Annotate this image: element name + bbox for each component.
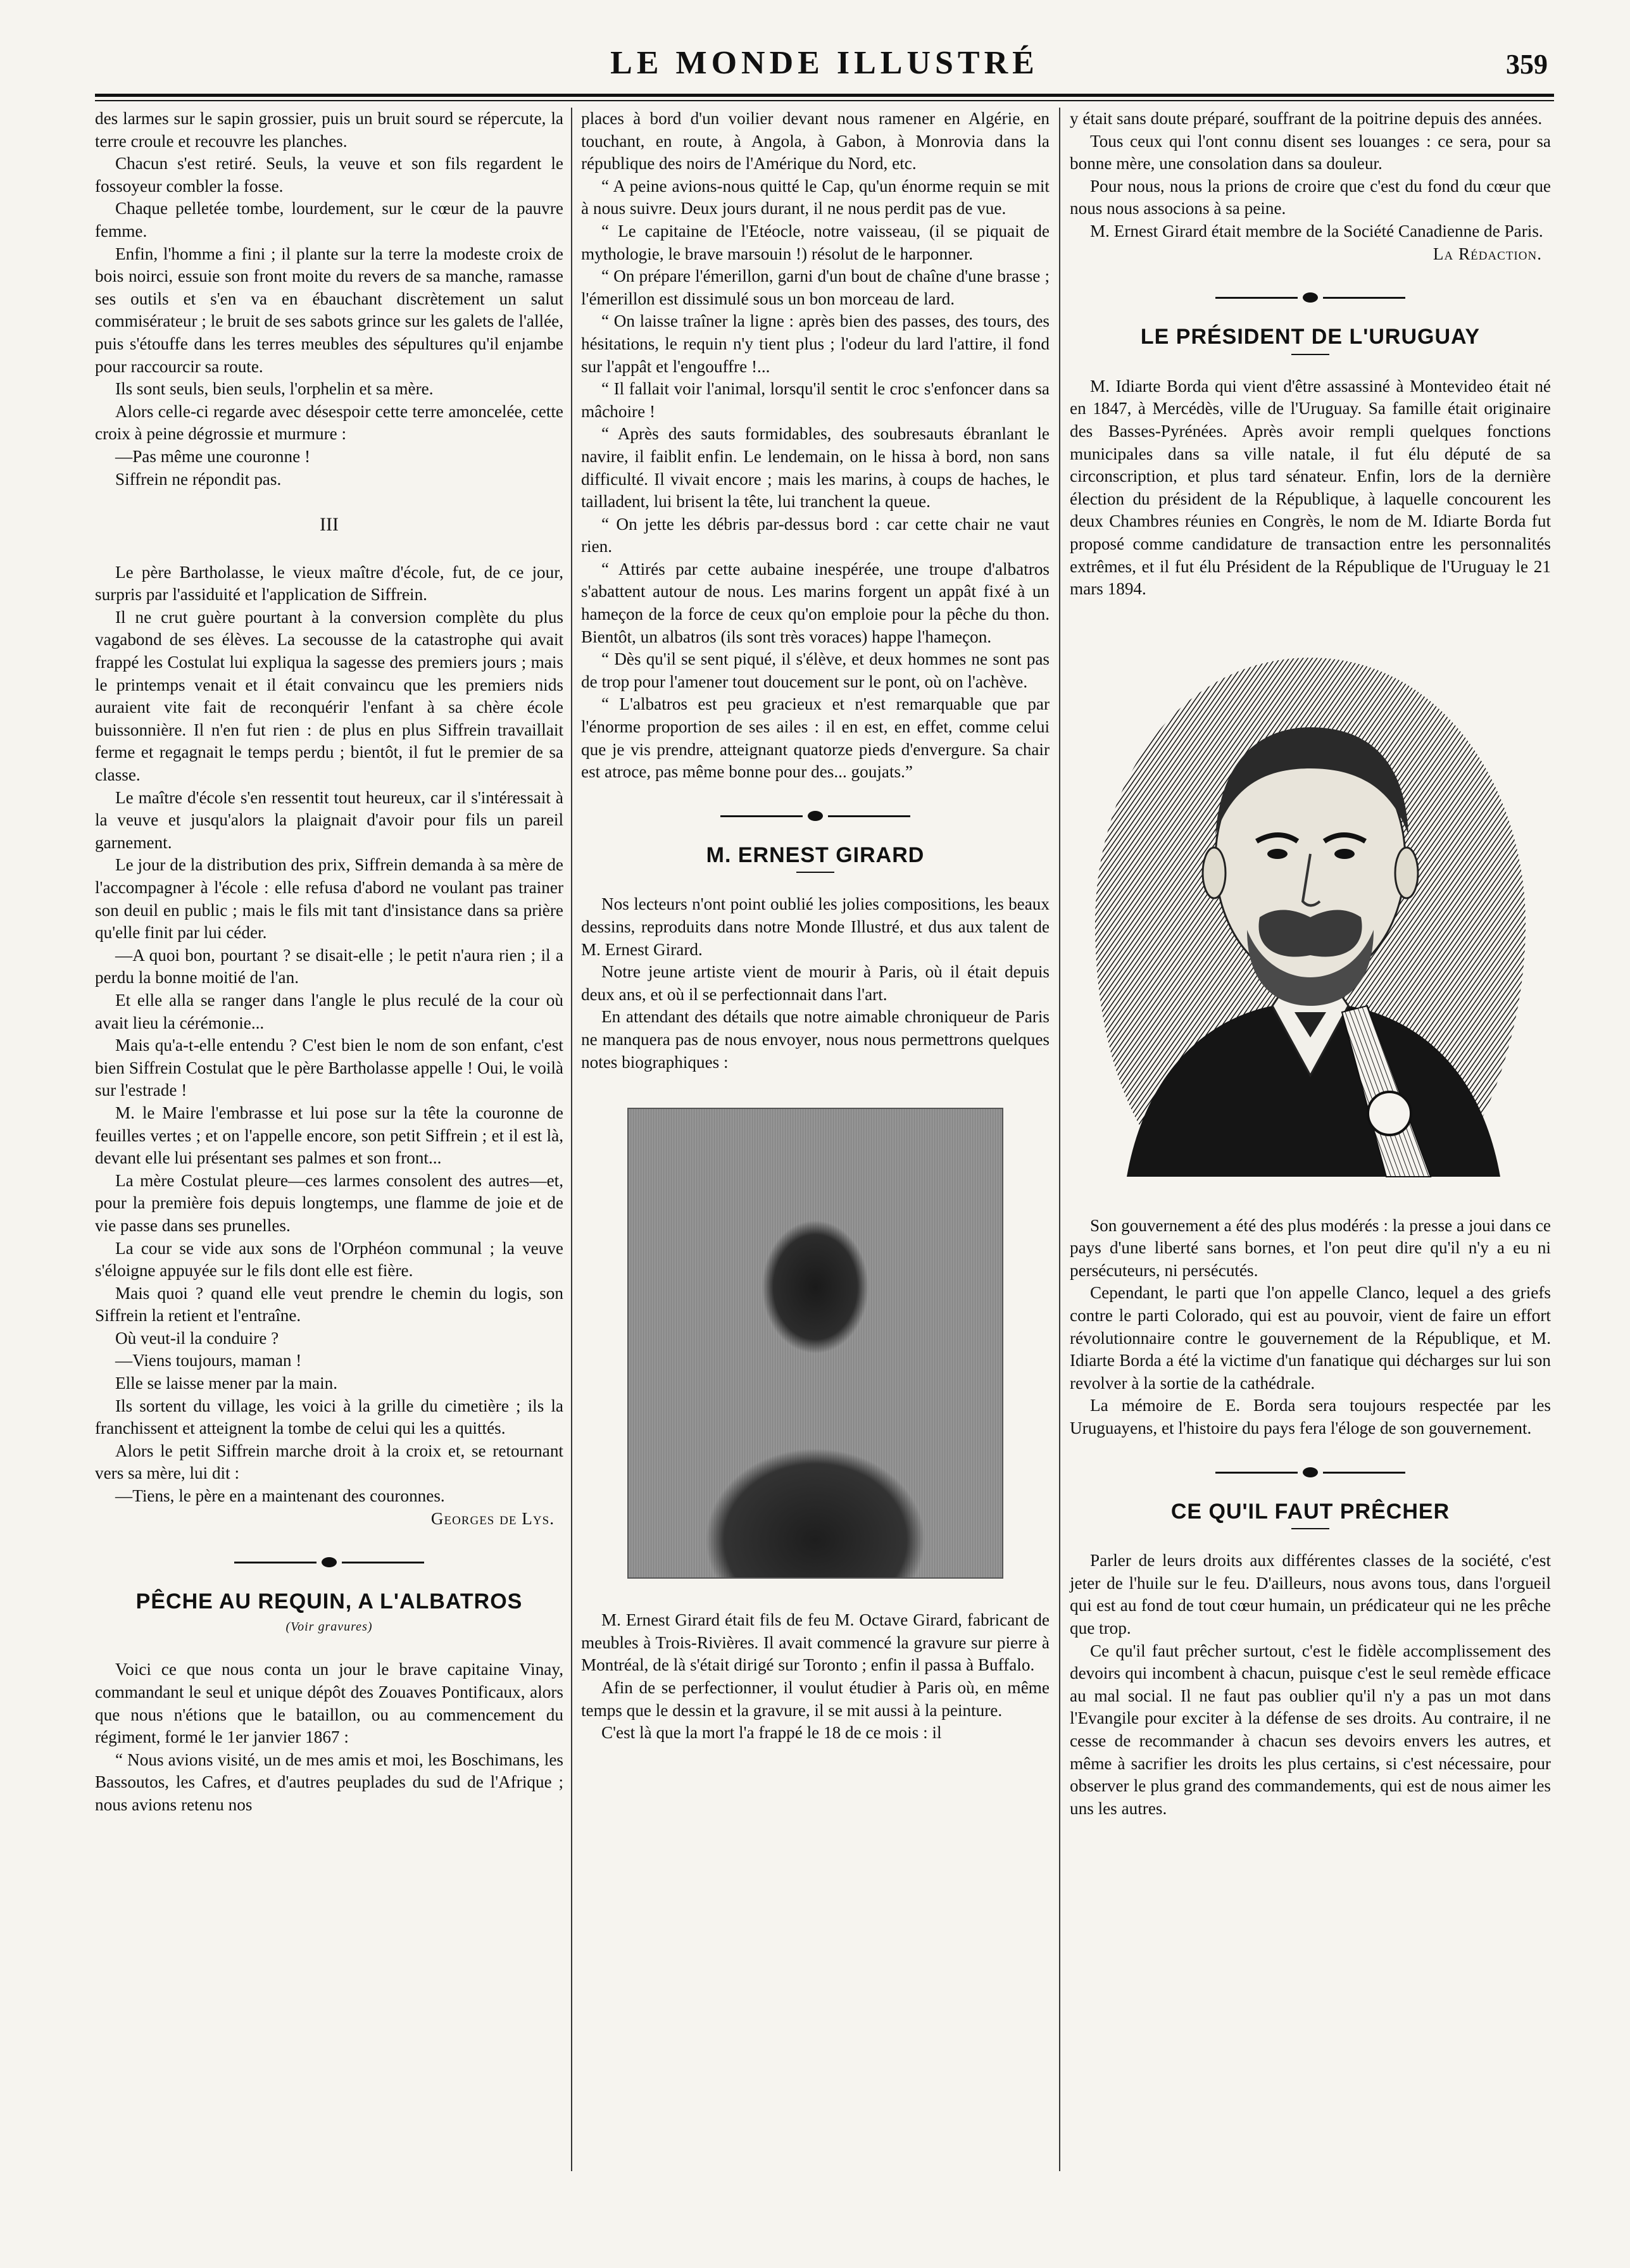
paragraph: “ Il fallait voir l'animal, lorsqu'il sentit le croc s'enfoncer dans sa mâchoire ! xyxy=(581,379,1050,421)
paragraph: C'est là que la mort l'a frappé le 18 de ce mois : il xyxy=(601,1723,942,1743)
newspaper-title: LE MONDE ILLUSTRÉ xyxy=(610,45,1039,81)
paragraph: M. Ernest Girard était fils de feu M. Octave Girard, fabricant de meubles à Trois-Rivières. Il avait commencé la gravure sur pierre à Montréal, de là s'était dirigé sur Toronto ; enfin il passa à Buffalo. xyxy=(581,1610,1050,1675)
paragraph: Elle se laisse mener par la main. xyxy=(115,1374,338,1393)
masthead-rule-thin xyxy=(95,100,1554,101)
masthead-rule xyxy=(95,94,1554,97)
paragraph: Pour nous, nous la prions de croire que c'est du fond du cœur que nous nous associons à sa peine. xyxy=(1070,176,1551,218)
paragraph: Le jour de la distribution des prix, Siffrein demanda à sa mère de l'accompagner à l'école : elle refusa d'abord ne voulant pas trainer son deuil en public ; mais le fils mit tant d'insistance dans sa prière qu'elle finit par lui céder. xyxy=(95,855,563,943)
article-subheading: (Voir gravures) xyxy=(285,1619,373,1634)
paragraph: M. Ernest Girard était membre de la Société Canadienne de Paris. xyxy=(1090,221,1543,241)
paragraph: La cour se vide aux sons de l'Orphéon communal ; la veuve s'éloigne appuyée sur le fils dont elle est fière. xyxy=(95,1238,563,1281)
article-heading: M. ERNEST GIRARD xyxy=(706,843,925,867)
paragraph: Son gouvernement a été des plus modérés : la presse a joui dans ce pays d'une liberté sans bornes, et l'on peut dire qu'il n'y a eu ni persécuteurs, ni persécutés. xyxy=(1070,1215,1551,1280)
paragraph: Le père Bartholasse, le vieux maître d'école, fut, de ce jour, surpris par l'assiduité et l'application de Siffrein. xyxy=(95,562,563,605)
paragraph: “ L'albatros est peu gracieux et n'est remarquable que par l'énorme proportion de ses ailes : il en est, en effet, comme celui que je vis prendre, atteignant quatorze pieds d'envergure. Sa chair est atroce, pas même bonne pour des... goujats.” xyxy=(581,694,1050,782)
paragraph: Notre jeune artiste vient de mourir à Paris, où il était depuis deux ans, et où il se perfectionnait dans l'art. xyxy=(581,962,1050,1004)
paragraph: Voici ce que nous conta un jour le brave capitaine Vinay, commandant le seul et unique dépôt des Zouaves Pontificaux, alors que nous n'étions que le bataillon, ou au commencement du régiment, formé le 1er janvier 1867 : xyxy=(95,1660,563,1747)
paragraph: Tous ceux qui l'ont connu disent ses louanges : ce sera, pour sa bonne mère, une consolation dans sa douleur. xyxy=(1070,131,1551,173)
paragraph: “ Nous avions visité, un de mes amis et moi, les Boschimans, les Bassoutos, les Cafres, et d'autres peuplades du sud de l'Afrique ; nous avions retenu nos xyxy=(95,1750,563,1814)
article-heading: CE QU'IL FAUT PRÊCHER xyxy=(1170,1499,1450,1524)
author-signature: La Rédaction. xyxy=(1433,244,1542,263)
page-number: 359 xyxy=(1506,49,1548,80)
portrait-engraving xyxy=(1089,632,1532,1189)
paragraph: “ Dès qu'il se sent piqué, il s'élève, et deux hommes ne sont pas de trop pour l'amener tout doucement sur le pont, où on l'achève. xyxy=(581,649,1050,691)
paragraph: “ A peine avions-nous quitté le Cap, qu'un énorme requin se mit à nous suivre. Deux jours durant, il ne nous perdit pas de vue. xyxy=(581,176,1050,218)
paragraph: —A quoi bon, pourtant ? se disait-elle ; le petit n'aura rien ; il a perdu la bonne moitié de l'an. xyxy=(95,945,563,987)
paragraph: Cependant, le parti que l'on appelle Clanco, lequel a des griefs contre le parti Colorado, qui est au pouvoir, vient de faire un effort révolutionnaire contre le gouvernement de la République, et M. Idiarte Borda a été la victime d'un fanatique qui décharges sur lui son revolver à la sortie de la cathédrale. xyxy=(1070,1283,1551,1393)
column-divider xyxy=(571,108,572,2171)
paragraph: y était sans doute préparé, souffrant de la poitrine depuis des années. xyxy=(1070,109,1543,128)
article-heading: PÊCHE AU REQUIN, A L'ALBATROS xyxy=(135,1589,523,1614)
section-ornament xyxy=(1215,291,1405,304)
paragraph: M. le Maire l'embrasse et lui pose sur la tête la couronne de feuilles vertes ; et on l'appelle encore, son petit Siffrein ; et il est là, devant elle lui présentant ses palmes et son front... xyxy=(95,1103,563,1168)
paragraph: Mais quoi ? quand elle veut prendre le chemin du logis, son Siffrein la retient et l'entraîne. xyxy=(95,1283,563,1325)
paragraph: “ On prépare l'émerillon, garni d'un bout de chaîne d'une brasse ; l'émerillon est dissimulé sous un bon morceau de lard. xyxy=(581,266,1050,308)
paragraph: Et elle alla se ranger dans l'angle le plus reculé de la cour où avait lieu la cérémonie... xyxy=(95,990,563,1032)
paragraph: —Tiens, le père en a maintenant des couronnes. xyxy=(115,1486,445,1506)
section-ornament xyxy=(720,809,910,823)
column-2 xyxy=(581,108,1050,1745)
paragraph: “ Le capitaine de l'Etéocle, notre vaisseau, (il se piquait de mythologie, le brave marsouin !) résolut de le harponner. xyxy=(581,221,1050,263)
paragraph: Ils sont seuls, bien seuls, l'orphelin et sa mère. xyxy=(115,379,434,399)
paragraph: Enfin, l'homme a fini ; il plante sur la terre la modeste croix de bois noirci, essuie son front moite du revers de sa manche, ramasse ses outils et s'en va en ébauchant discrètement un salut commisérateur ; le bruit de ses sabots grince sur les galets de l'allée, puis s'étouffe dans les terres meubles des sépultures qu'il enjambe pour raccourcir sa route. xyxy=(95,244,563,376)
paragraph: Alors le petit Siffrein marche droit à la croix et, se retournant vers sa mère, lui dit : xyxy=(95,1441,563,1483)
paragraph: —Pas même une couronne ! xyxy=(115,446,311,466)
paragraph: —Viens toujours, maman ! xyxy=(115,1351,302,1370)
author-signature: Georges de Lys. xyxy=(430,1508,555,1528)
heading-rule xyxy=(1291,1528,1329,1529)
paragraph: Le maître d'école s'en ressentit tout heureux, car il s'intéressait à la veuve et jusqu'alors la plaignait d'avoir pour fils un pareil garnement. xyxy=(95,787,563,852)
heading-rule xyxy=(796,872,834,873)
paragraph: M. Idiarte Borda qui vient d'être assassiné à Montevideo était né en 1847, à Mercédès, ville de l'Uruguay. Sa famille était originaire des Basses-Pyrénées. Après avoir rempli quelques fonctions municipales dans sa ville natale, il fut élu député de sa circonscription, et plus tard sénateur. Enfin, lors de la dernière élection du président de la République, à laquelle concourent les deux Chambres réunies en Congrès, le nom de M. Idiarte Borda fut proposé comme candidature de transaction entre les personnalités extrêmes, et il fut élu Président de la République de l'Uruguay le 21 mars 1894. xyxy=(1070,376,1551,599)
paragraph: La mère Costulat pleure—ces larmes consolent des autres—et, pour la première fois depuis longtemps, une flamme de joie et de vie passe dans ses prunelles. xyxy=(95,1170,563,1235)
section-number: III xyxy=(320,514,339,536)
paragraph: des larmes sur le sapin grossier, puis un bruit sourd se répercute, la terre croule et recouvre les planches. xyxy=(95,109,563,151)
paragraph: Alors celle-ci regarde avec désespoir cette terre amoncelée, cette croix à peine dégrossie et murmure : xyxy=(95,401,563,444)
paragraph: Chaque pelletée tombe, lourdement, sur le cœur de la pauvre femme. xyxy=(95,199,563,241)
heading-rule xyxy=(1291,354,1329,355)
paragraph: “ On jette les débris par-dessus bord : car cette chair ne vaut rien. xyxy=(581,514,1050,556)
masthead xyxy=(95,39,1554,96)
paragraph: “ Après des sauts formidables, des soubresauts ébranlant le navire, il faiblit enfin. Le lendemain, on le hissa à bord, non sans difficulté. Il vivait encore ; mais les marins, à coups de haches, le tailladent, lui brisent la tête, lui tranchent la queue. xyxy=(581,424,1050,511)
paragraph: “ Attirés par cette aubaine inespérée, une troupe d'albatros s'abattent autour de nous. Les marins forgent un appât fixé à un hameçon de la force de ceux qu'on emploie pour la pêche du thon. Bientôt, un albatros (ils sont très voraces) happe l'hameçon. xyxy=(581,559,1050,646)
engraved-portrait xyxy=(1089,632,1532,1189)
paragraph: Parler de leurs droits aux différentes classes de la société, c'est jeter de l'huile sur le feu. D'ailleurs, nous avons tous, dans l'orgueil qui est au fond de tout cœur humain, un prédicateur qui ne les prêche que trop. xyxy=(1070,1551,1551,1638)
paragraph: “ On laisse traîner la ligne : après bien des passes, des tours, des hésitations, le requin n'y tient plus ; l'odeur du lard l'attire, il fond sur l'appât et l'engouffre !... xyxy=(581,311,1050,376)
section-ornament xyxy=(1215,1465,1405,1479)
column-3 xyxy=(1070,108,1551,1820)
column-divider xyxy=(1059,108,1060,2171)
section-ornament xyxy=(234,1555,424,1569)
paragraph: Il ne crut guère pourtant à la conversion complète du plus vagabond de ses élèves. La secousse de la catastrophe qui avait frappé les Costulat lui expliqua la sagesse des premiers jours ; mais le printemps venait et il était convaincu que les premiers nids auraient vite fait de reconquérir l'enfant à sa chère école buissonnière. Il n'en fut rien : de plus en plus Siffrein travaillait ferme et regagnait le temps perdu ; bientôt, il fut le premier de sa classe. xyxy=(95,607,563,785)
paragraph: La mémoire de E. Borda sera toujours respectée par les Uruguayens, et l'histoire du pays fera l'éloge de son gouvernement. xyxy=(1070,1396,1551,1438)
portrait-photograph xyxy=(627,1108,1003,1579)
paragraph: En attendant des détails que notre aimable chroniqueur de Paris ne manquera pas de nous envoyer, nous nous permettrons quelques notes biographiques : xyxy=(581,1007,1050,1072)
column-1 xyxy=(95,108,563,1817)
paragraph: Nos lecteurs n'ont point oublié les jolies compositions, les beaux dessins, reproduits dans notre Monde Illustré, et dus aux talent de M. Ernest Girard. xyxy=(581,894,1050,959)
paragraph: Afin de se perfectionner, il voulut étudier à Paris où, en même temps que le dessin et la gravure, il se mit aussi à la peinture. xyxy=(581,1677,1050,1720)
paragraph: Siffrein ne répondit pas. xyxy=(115,469,282,489)
paragraph: Ils sortent du village, les voici à la grille du cimetière ; ils la franchissent et atteignent la tombe de celui qui les a quittés. xyxy=(95,1396,563,1438)
paragraph: Mais qu'a-t-elle entendu ? C'est bien le nom de son enfant, c'est bien Siffrein Costulat que le père Bartholasse appelle ! Oui, le voilà sur l'estrade ! xyxy=(95,1036,563,1100)
article-heading: LE PRÉSIDENT DE L'URUGUAY xyxy=(1140,325,1481,349)
paragraph: Ce qu'il faut prêcher surtout, c'est le fidèle accomplissement des devoirs qui incombent à chacun, puisque c'est le seul remède efficace au mal social. Il ne faut pas oublier qu'il n'y a pas un mot dans l'Evangile pour exciter à la défense de ses droits. Au contraire, il ne cesse de recommander à chacun ses devoirs envers les autres, et même à sacrifier les droits les plus certains, si c'est nécessaire, pour observer le plus grand des commandements, qui est de nous aimer les uns les autres. xyxy=(1070,1641,1551,1818)
paragraph: Où veut-il la conduire ? xyxy=(115,1328,279,1348)
paragraph: Chacun s'est retiré. Seuls, la veuve et son fils regardent le fossoyeur combler la fosse. xyxy=(95,154,563,196)
paragraph: places à bord d'un voilier devant nous ramener en Algérie, en touchant, en route, à Angola, à Gabon, à Monrovia dans la république des noirs de l'Amérique du Nord, etc. xyxy=(581,109,1050,173)
